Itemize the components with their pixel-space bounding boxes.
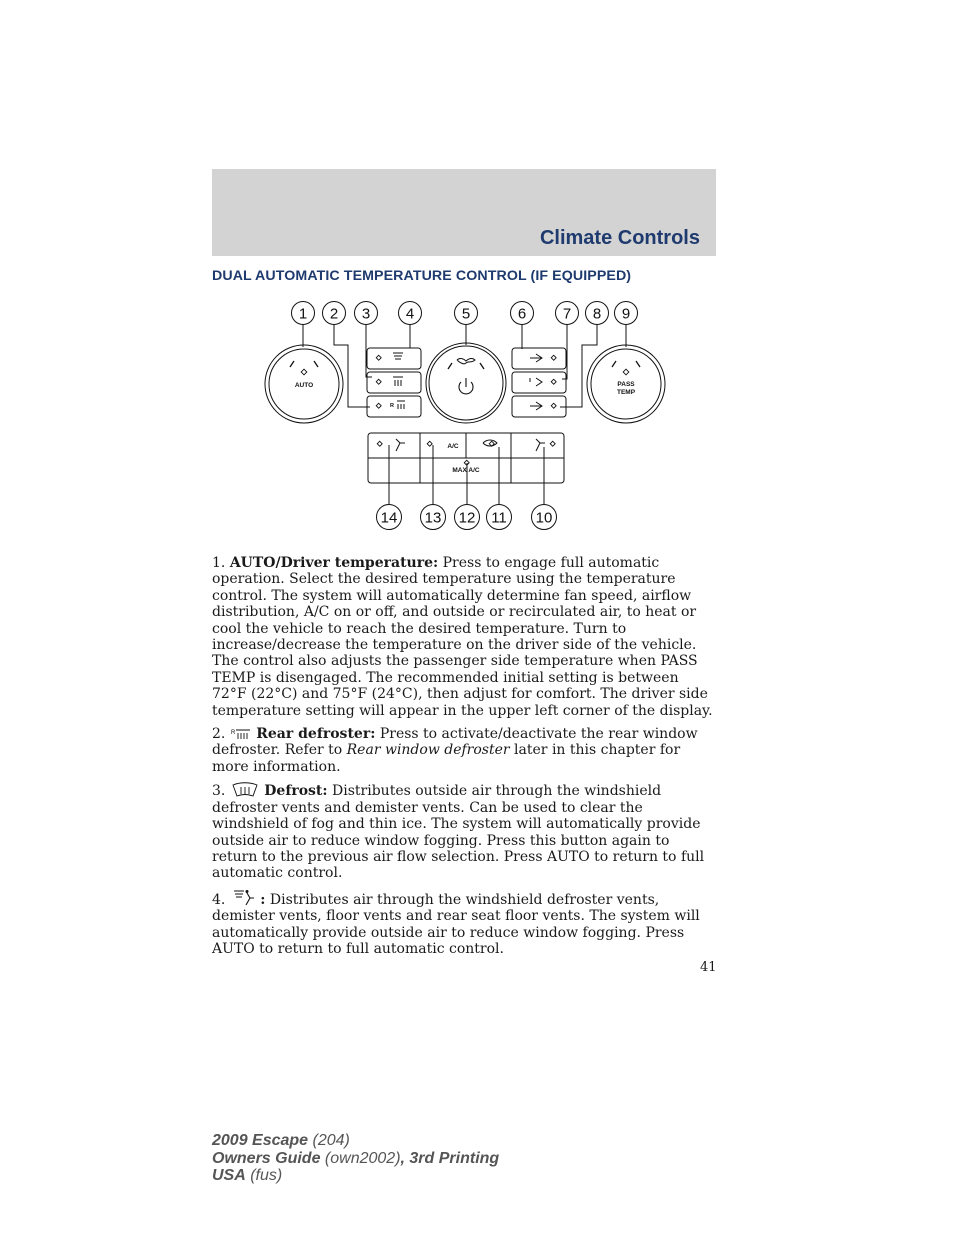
defrost-floor-icon xyxy=(230,889,256,907)
paragraph-number: 4. xyxy=(212,891,226,908)
paragraph-term: AUTO/Driver temperature: xyxy=(229,555,439,571)
paragraph-1 xyxy=(212,555,716,719)
callout-6: 6 xyxy=(517,305,527,323)
paragraph-number: 3. xyxy=(212,783,226,800)
defrost-icon xyxy=(230,782,260,798)
footer xyxy=(212,1132,499,1185)
paragraph-number: 2. xyxy=(212,726,226,743)
pass-label: PASS xyxy=(617,381,635,388)
climate-control-diagram xyxy=(260,295,670,540)
callout-5: 5 xyxy=(461,305,471,323)
footer-model: 2009 Escape xyxy=(212,1132,309,1149)
footer-guide-code: (own2002) xyxy=(320,1149,401,1167)
temp-label: TEMP xyxy=(616,389,636,396)
paragraph-text: Distributes outside air through the windshield defroster vents and demister vents. Can be used to clear the windshield of fog and thin ice. The system will automatically provide outside air to reduce window fogging. Press this button again to return to the previous air flow selection. Press AUTO to return to full automatic control. xyxy=(212,783,705,882)
paragraph-term: Defrost: xyxy=(264,783,328,800)
footer-line-1 xyxy=(212,1132,499,1150)
footer-guide: Owners Guide xyxy=(212,1149,321,1167)
paragraph-2 xyxy=(212,726,716,775)
page-number: 41 xyxy=(700,960,717,975)
auto-label: AUTO xyxy=(294,382,314,389)
footer-model-code: (204) xyxy=(308,1132,350,1149)
callout-3: 3 xyxy=(361,305,371,323)
paragraph-text: Distributes air through the windshield defroster vents, demister vents, floor vents and rear seat floor vents. The system will automatically provide outside air to reduce window fogging. Press AUTO to return to full automatic control. xyxy=(212,891,700,957)
cross-reference: Rear window defroster xyxy=(346,742,510,759)
callout-7: 7 xyxy=(562,305,572,323)
footer-printing: , 3rd Printing xyxy=(400,1149,500,1167)
header-band xyxy=(212,169,716,256)
callout-9: 9 xyxy=(621,305,631,323)
chapter-title: Climate Controls xyxy=(539,227,700,249)
callout-4: 4 xyxy=(405,305,415,323)
paragraph-4 xyxy=(212,889,716,958)
paragraph-text: Press to activate/deactivate the rear window defroster. Refer to xyxy=(212,726,698,759)
paragraph-text: later in this chapter for more information. xyxy=(212,742,681,775)
callout-13: 13 xyxy=(424,509,442,527)
max-ac-label: MAX A/C xyxy=(452,467,480,474)
footer-line-3 xyxy=(212,1167,499,1185)
callout-1: 1 xyxy=(298,305,308,323)
callout-12: 12 xyxy=(458,509,476,527)
footer-market: USA xyxy=(212,1167,246,1184)
rear-label: R xyxy=(390,403,394,409)
footer-market-code: (fus) xyxy=(245,1167,283,1184)
callout-11: 11 xyxy=(491,509,507,527)
body-text xyxy=(212,555,716,964)
callout-14: 14 xyxy=(380,509,398,527)
paragraph-text: Press to engage full automatic operation. Select the desired temperature using the temperature control. The system will automatically determine fan speed, airflow distribution, A/C on or off, and outside or recirculated air, to heat or cool the vehicle to reach the desired temperature. Turn to increase/decrease the temperature on the driver side of the vehicle. The control also adjusts the passenger side temperature when PASS TEMP is disengaged. The recommended initial setting is between 72°F (22°C) and 75°F (24°C), then adjust for comfort. The driver side temperature setting will appear in the upper left corner of the display. xyxy=(212,555,713,719)
paragraph-3 xyxy=(212,782,716,881)
section-heading: DUAL AUTOMATIC TEMPERATURE CONTROL (IF EQUIPPED) xyxy=(212,268,632,284)
footer-line-2 xyxy=(212,1150,499,1168)
paragraph-number: 1. xyxy=(212,555,226,571)
paragraph-term: : xyxy=(260,891,266,908)
rear-defrost-icon xyxy=(230,727,252,741)
callout-10: 10 xyxy=(535,509,553,527)
ac-label: A/C xyxy=(447,443,459,450)
paragraph-term: Rear defroster: xyxy=(256,726,376,743)
svg-text:R: R xyxy=(230,730,236,737)
callout-8: 8 xyxy=(592,305,602,323)
callout-2: 2 xyxy=(329,305,339,323)
